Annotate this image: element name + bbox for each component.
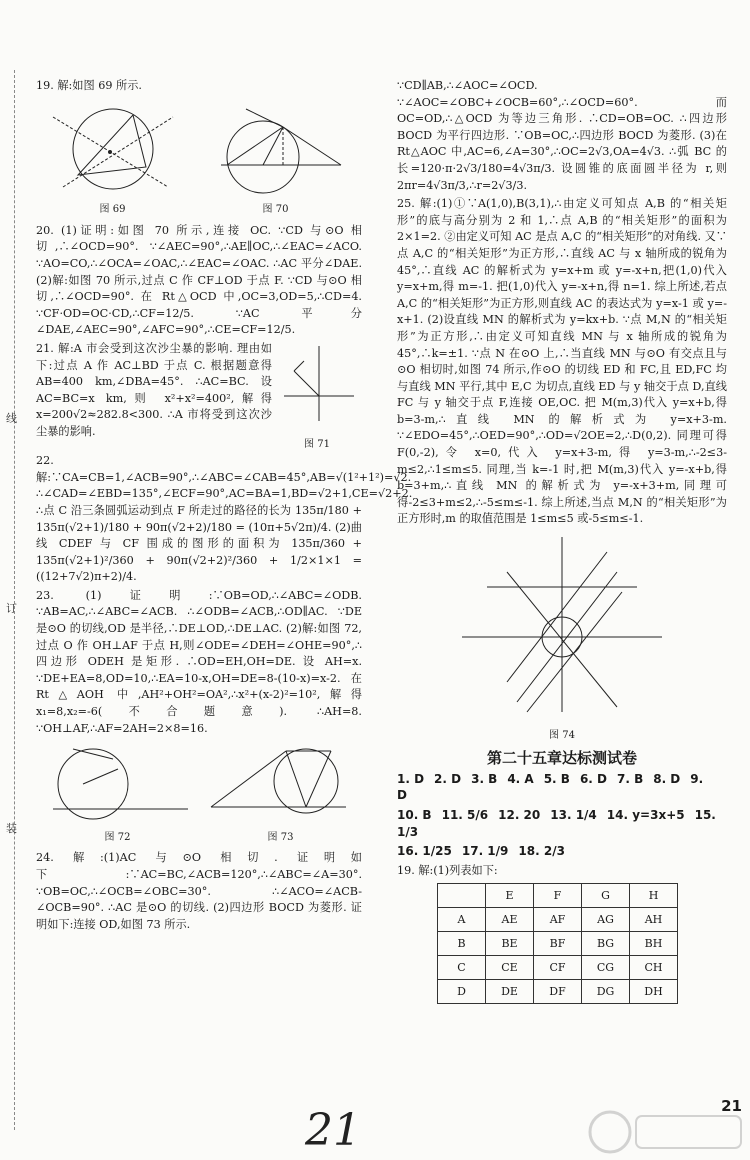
answer-row-2: [397, 807, 727, 840]
outcome-table: [437, 883, 678, 1004]
figure-row-69-70: [36, 97, 362, 219]
answer-23: 23. (1)证明:∵OB=OD,∴∠ABC=∠ODB. ∵AB=AC,∴∠ABC=∠ACB. ∴∠ODB=∠ACB,∴OD∥AC. ∵DE 是⊙O 的切线,OD 是半径,∴DE⊥OD,∴DE⊥AC. (2)解:如图 72,过点 O 作 OH⊥AF 于点 H,则∠ODE=∠DEH=∠OHE=90°,∴四边形 ODEH 是矩形. ∴OD=EH,OH=DE. 设 AH=x. ∵DE+EA=8,OD=10,∴EA=10-x,OH=DE=8-(10-x)=x-2. 在 Rt△AOH 中,AH²+OH²=OA²,∴x²+(x-2)²=10²,解得 x₁=8,x₂=-6(不合题意). ∴AH=8. ∵OH⊥AF,∴AF=2AH=2×8=16.: [36, 588, 362, 735]
figure-71: [272, 341, 362, 453]
table-cell: E: [486, 884, 534, 908]
answer-item: 2. D: [434, 771, 462, 786]
section-title: 第二十五章达标测试卷: [486, 749, 637, 768]
answer-item: 16. 1/25: [397, 844, 452, 859]
table-cell: BF: [534, 932, 582, 956]
table-cell: AE: [486, 908, 534, 932]
figure-72-diagram: [43, 739, 193, 824]
table-cell: D: [438, 980, 486, 1004]
table-cell: BE: [486, 932, 534, 956]
answer-item: 9. D: [397, 771, 704, 803]
table-row: [438, 956, 678, 980]
margin-mark: 订: [6, 602, 17, 615]
figure-74: [397, 532, 727, 744]
answer-row-3: [397, 843, 727, 860]
answer-item: 5. B: [543, 771, 570, 786]
figure-74-diagram: [457, 532, 667, 722]
figure-74-caption: 图 74: [549, 729, 575, 741]
figure-71-diagram: [274, 341, 360, 431]
table-cell: AF: [534, 908, 582, 932]
table-row: [438, 908, 678, 932]
answer-22: 22. 解:∵CA=CB=1,∠ACB=90°,∴∠ABC=∠CAB=45°,AB=√(1²+1²)=√2. ∴∠CAD=∠EBD=135°,∠ECF=90°,AC=BA=1,BD=√2+1,CE=√2+2. ∴点 C 沿三条圆弧运动到点 F 所走过的路径的长为 135π/180 + 135π(√2+1)/180 + 90π(√2+2)/180 = (10π+5√2π)/4. (2)曲线 CDEF 与 CF 围成的图形的面积为 135π/360 + 135π(√2+1)²/360 + 90π(√2+2)²/360 + 1/2×1×1 = ((12+7√2)π+2)/4.: [36, 454, 413, 584]
margin-mark: 线: [6, 412, 17, 425]
right-column: [397, 78, 727, 1004]
answer-item: 14. y=3x+5: [606, 808, 685, 822]
answer-item: 15. 1/3: [397, 808, 716, 839]
table-cell: DH: [630, 980, 678, 1004]
answer-item: 8. D: [653, 771, 681, 786]
answer-item: 10. B: [397, 808, 432, 822]
handwritten-number: 21: [305, 1105, 361, 1156]
figure-69-caption: 图 69: [99, 204, 126, 216]
figure-72-caption: 图 72: [104, 831, 131, 843]
table-cell: CF: [534, 956, 582, 980]
table-cell: G: [582, 884, 630, 908]
table-cell: CG: [582, 956, 630, 980]
table-cell: BH: [630, 932, 678, 956]
answer-20: 20. (1)证明:如图 70 所示,连接 OC. ∵CD 与⊙O 相切,∴∠OCD=90°. ∵∠AEC=90°,∴AE∥OC,∴∠EAC=∠ACO. ∵AO=CO,∴∠OCA=∠OAC,∴∠EAC=∠OAC. ∴AC 平分∠DAE. (2)解:如图 70 所示,过点 C 作 CF⊥OD 于点 F. ∵CD 与⊙O 相切,∴∠OCD=90°. 在 Rt△OCD 中,OC=3,OD=5,∴CD=4. ∵CF·OD=OC·CD,∴CF=12/5. ∵AC 平分∠DAE,∠AEC=90°,∠AFC=90°,∴CE=CF=12/5.: [36, 223, 362, 337]
table-cell: AH: [630, 908, 678, 932]
figure-row-72-73: [36, 739, 362, 846]
answer-item: 7. B: [616, 771, 644, 786]
margin-mark: 装: [6, 822, 17, 835]
answer-item: 12. 20: [498, 808, 541, 822]
answer-item: 3. B: [471, 771, 498, 786]
figure-73: [206, 739, 356, 846]
figure-72: [43, 739, 193, 846]
table-cell: DF: [534, 980, 582, 1004]
answer-19-table-intro: 19. 解:(1)列表如下:: [397, 863, 498, 877]
page-number: 21: [721, 1097, 742, 1115]
figure-73-caption: 图 73: [267, 831, 294, 843]
table-cell: AG: [582, 908, 630, 932]
table-cell: B: [438, 932, 486, 956]
table-cell: CH: [630, 956, 678, 980]
answer-item: 4. A: [507, 771, 534, 786]
answer-21: 21. 解:A 市会受到这次沙尘暴的影响. 理由如下:过点 A 作 AC⊥BD 于点 C. 根据题意得 AB=400 km,∠DBA=45°. ∴AC=BC. 设 AC=BC=x km,则 x²+x²=400²,解得 x=200√2≈282.8<300. ∴A 市将受到这次沙尘暴的影响.: [36, 341, 272, 438]
answer-24-continued: ∵CD∥AB,∴∠AOC=∠OCD. ∵∠AOC=∠OBC+∠OCB=60°,∴∠OCD=60°. 而 OC=OD,∴△OCD 为等边三角形. ∴CD=OB=OC. ∴四边形 BOCD 为平行四边形. ∵OB=OC,∴四边形 BOCD 为菱形. (3)在 Rt△AOC 中,AC=6,∠A=30°,∴OC=2√3,OA=4√3. ∴弧 BC 的长=120·π·2√3/180=4√3π/3. 设圆锥的底面圆半径为 r,则 2πr=4√3π/3,∴r=2√3/3.: [397, 79, 727, 192]
table-cell: DE: [486, 980, 534, 1004]
figure-69-diagram: [48, 97, 178, 197]
figure-70-caption: 图 70: [262, 204, 289, 216]
figure-73-diagram: [206, 739, 356, 824]
answer-19: 19. 解:如图 69 所示.: [36, 79, 142, 92]
table-cell: BG: [582, 932, 630, 956]
watermark-logo: [586, 1108, 746, 1156]
table-cell: DG: [582, 980, 630, 1004]
table-row: [438, 980, 678, 1004]
table-cell: F: [534, 884, 582, 908]
table-row: [438, 932, 678, 956]
table-cell: H: [630, 884, 678, 908]
figure-70: [201, 97, 351, 219]
answer-24: 24. 解:(1)AC 与⊙O 相切. 证明如下:∵AC=BC,∠ACB=120°,∴∠ABC=∠A=30°. ∵OB=OC,∴∠OCB=∠OBC=30°. ∴∠ACO=∠ACB-∠OCB=90°. ∴AC 是⊙O 的切线. (2)四边形 BOCD 为菱形. 证明如下:连接 OD,如图 73 所示.: [36, 851, 362, 931]
table-cell: A: [438, 908, 486, 932]
figure-70-diagram: [201, 97, 351, 197]
table-cell: C: [438, 956, 486, 980]
answer-25: 25. 解:(1)①∵A(1,0),B(3,1),∴由定义可知点 A,B 的“相关矩形”的底与高分别为 2 和 1,∴点 A,B 的“相关矩形”的面积为 2×1=2. ②由定义可知 AC 是点 A,C 的“相关矩形”的对角线. 又∵点 A,C 的“相关矩形”为正方形,∴直线 AC 与 x 轴所成的锐角为 45°,∴直线 AC 的解析式为 y=x+m 或 y=-x+n,把(1,0)代入 y=x+m,得 m=-1. 把(1,0)代入 y=-x+n,得 n=1. 综上所述,若点 A,C 的“相关矩形”为正方形,则直线 AC 的表达式为 y=x-1 或 y=-x+1. (2)设直线 MN 的解析式为 y=kx+b. ∵点 M,N 的“相关矩形”为正方形,∴由定义可知直线 MN 与 x 轴所成的锐角为 45°,∴k=±1. ∵点 N 在⊙O 上,∴当直线 MN 与⊙O 有交点且与⊙O 相切时,如图 74 所示,作⊙O 的切线 ED 和 FC,且 ED,FC 均与直线 MN 平行,其中 E,C 为切点,直线 ED 与 y 轴交于点 D,直线 FC 与 y 轴交于点 F,连接 OE,OC. 把 M(m,3)代入 y=x+b,得 b=3-m,∴直线 MN 的解析式为 y=x+3-m. ∵∠EDO=45°,∴OED=90°,∴OD=√2OE=2,∴D(0,2). 同理可得 F(0,-2),令 x=0,代入 y=x+3-m,得 y=3-m,∴-2≤3-m≤2,∴1≤m≤5. 同理,当 k=-1 时,把 M(m,3)代入 y=-x+b,得 b=3+m,∴直线 MN 的解析式为 y=-x+3+m,同理可得-2≤3+m≤2,∴-5≤m≤-1. 综上所述,当点 M,N 的“相关矩形”为正方形时,m 的取值范围是 1≤m≤5 或-5≤m≤-1.: [397, 197, 727, 526]
answer-21-block: [36, 341, 362, 453]
figure-69: [48, 97, 178, 219]
answer-item: 11. 5/6: [441, 808, 489, 822]
answer-item: 17. 1/9: [461, 844, 509, 859]
answer-item: 1. D: [397, 771, 425, 786]
answer-item: 13. 1/4: [550, 808, 597, 822]
figure-71-caption: 图 71: [304, 438, 330, 450]
answer-item: 18. 2/3: [518, 844, 565, 859]
table-cell: CE: [486, 956, 534, 980]
answer-item: 6. D: [579, 771, 607, 786]
table-cell: [438, 884, 486, 908]
answer-row-1: [397, 771, 727, 804]
table-row: [438, 884, 678, 908]
